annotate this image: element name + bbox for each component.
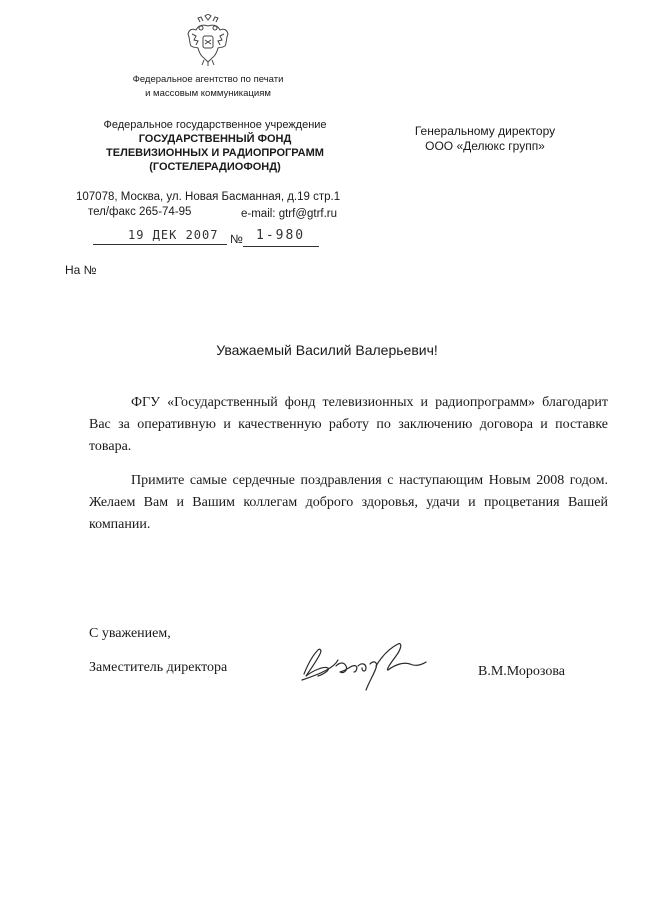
agency-line-1: Федеральное агентство по печати	[132, 74, 284, 85]
number-label: №	[230, 232, 243, 246]
recipient-company: ООО «Делюкс групп»	[425, 139, 545, 153]
org-name-line-2: ТЕЛЕВИЗИОННЫХ И РАДИОПРОГРАММ	[106, 147, 324, 159]
org-address: 107078, Москва, ул. Новая Басманная, д.19 стр.1	[76, 191, 341, 203]
recipient-block	[380, 124, 590, 154]
agency-name	[108, 73, 308, 101]
org-name-line-1: ГОСУДАРСТВЕННЫЙ ФОНД	[138, 133, 292, 145]
org-short-name: (ГОСТЕЛЕРАДИОФОНД)	[149, 161, 281, 173]
body-paragraph-1: ФГУ «Государственный фонд телевизионных и радиопрограмм» благодарит Вас за оперативную и качественную работу по заключению договора и поставке товара.	[89, 395, 608, 454]
signer-position: Заместитель директора	[89, 660, 228, 675]
greeting: Уважаемый Василий Валерьевич!	[216, 342, 438, 358]
signer-name: В.М.Морозова	[478, 664, 565, 679]
signature-icon	[290, 636, 440, 692]
agency-line-2: и массовым коммуникациям	[145, 88, 271, 99]
organization-block	[70, 118, 360, 174]
org-email: e-mail: gtrf@gtrf.ru	[241, 208, 338, 220]
number-underline	[243, 246, 319, 247]
date-underline	[93, 244, 227, 245]
recipient-position: Генеральному директору	[414, 124, 556, 138]
reply-reference-label: На №	[65, 263, 97, 277]
eagle-emblem-icon	[186, 14, 230, 66]
number-stamp: 1-980	[256, 228, 306, 243]
org-phone: тел/факс 265-74-95	[88, 206, 192, 218]
date-stamp: 19 ДЕК 2007	[128, 228, 219, 242]
body-paragraph-2: Примите самые сердечные поздравления с наступающим Новым 2008 годом. Желаем Вам и Вашим коллегам доброго здоровья, удачи и процветания Вашей компании.	[89, 473, 608, 532]
org-type: Федеральное государственное учреждение	[103, 119, 327, 131]
closing-regards: С уважением,	[89, 626, 171, 641]
